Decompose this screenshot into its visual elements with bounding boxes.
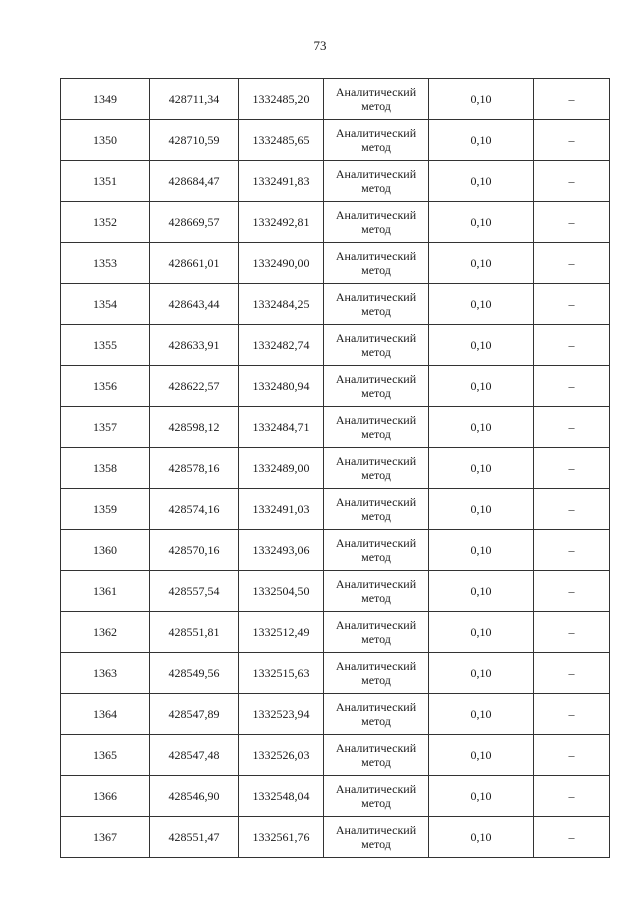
note-cell: – [534,79,610,120]
point-number-cell: 1366 [61,776,150,817]
y-coordinate-cell: 1332548,04 [239,776,324,817]
x-coordinate-cell: 428570,16 [150,530,239,571]
method-cell [324,694,429,735]
table-row [61,571,610,612]
y-coordinate-cell: 1332485,65 [239,120,324,161]
accuracy-cell: 0,10 [429,776,534,817]
method-line-2: метод [361,591,391,605]
point-number-cell: 1363 [61,653,150,694]
table-row [61,489,610,530]
method-cell [324,243,429,284]
table-row [61,735,610,776]
method-line-2: метод [361,509,391,523]
accuracy-cell: 0,10 [429,735,534,776]
method-line-1: Аналитический [335,249,417,263]
accuracy-cell: 0,10 [429,243,534,284]
note-cell: – [534,120,610,161]
method-cell [324,571,429,612]
point-number-cell: 1359 [61,489,150,530]
point-number-cell: 1360 [61,530,150,571]
table-row [61,325,610,366]
method-line-1: Аналитический [335,454,417,468]
note-cell: – [534,366,610,407]
point-number-cell: 1361 [61,571,150,612]
table-row [61,366,610,407]
table-row [61,120,610,161]
point-number-cell: 1349 [61,79,150,120]
note-cell: – [534,407,610,448]
method-cell [324,79,429,120]
accuracy-cell: 0,10 [429,448,534,489]
note-cell: – [534,325,610,366]
method-line-1: Аналитический [335,290,417,304]
note-cell: – [534,653,610,694]
y-coordinate-cell: 1332482,74 [239,325,324,366]
method-line-1: Аналитический [335,782,417,796]
method-line-1: Аналитический [335,536,417,550]
accuracy-cell: 0,10 [429,161,534,202]
method-cell [324,407,429,448]
method-cell [324,530,429,571]
method-cell [324,817,429,858]
accuracy-cell: 0,10 [429,325,534,366]
x-coordinate-cell: 428643,44 [150,284,239,325]
method-cell [324,120,429,161]
accuracy-cell: 0,10 [429,530,534,571]
accuracy-cell: 0,10 [429,817,534,858]
method-line-1: Аналитический [335,85,417,99]
accuracy-cell: 0,10 [429,612,534,653]
y-coordinate-cell: 1332512,49 [239,612,324,653]
method-cell [324,776,429,817]
table-row [61,612,610,653]
x-coordinate-cell: 428622,57 [150,366,239,407]
method-cell [324,161,429,202]
method-line-2: метод [361,304,391,318]
method-line-2: метод [361,755,391,769]
point-number-cell: 1352 [61,202,150,243]
method-line-2: метод [361,837,391,851]
method-line-2: метод [361,550,391,564]
y-coordinate-cell: 1332515,63 [239,653,324,694]
accuracy-cell: 0,10 [429,489,534,530]
method-cell [324,448,429,489]
point-number-cell: 1353 [61,243,150,284]
note-cell: – [534,694,610,735]
x-coordinate-cell: 428547,48 [150,735,239,776]
note-cell: – [534,571,610,612]
table-body [61,79,610,858]
table-row [61,694,610,735]
y-coordinate-cell: 1332526,03 [239,735,324,776]
method-line-2: метод [361,140,391,154]
note-cell: – [534,161,610,202]
accuracy-cell: 0,10 [429,120,534,161]
method-line-2: метод [361,99,391,113]
method-line-2: метод [361,714,391,728]
y-coordinate-cell: 1332491,03 [239,489,324,530]
method-line-2: метод [361,345,391,359]
accuracy-cell: 0,10 [429,284,534,325]
method-line-2: метод [361,181,391,195]
note-cell: – [534,284,610,325]
accuracy-cell: 0,10 [429,79,534,120]
method-line-2: метод [361,796,391,810]
accuracy-cell: 0,10 [429,366,534,407]
method-line-2: метод [361,222,391,236]
table-row [61,202,610,243]
accuracy-cell: 0,10 [429,653,534,694]
x-coordinate-cell: 428551,47 [150,817,239,858]
y-coordinate-cell: 1332561,76 [239,817,324,858]
note-cell: – [534,776,610,817]
y-coordinate-cell: 1332480,94 [239,366,324,407]
point-number-cell: 1350 [61,120,150,161]
method-cell [324,202,429,243]
point-number-cell: 1367 [61,817,150,858]
note-cell: – [534,530,610,571]
method-line-1: Аналитический [335,372,417,386]
note-cell: – [534,448,610,489]
point-number-cell: 1354 [61,284,150,325]
point-number-cell: 1365 [61,735,150,776]
method-line-1: Аналитический [335,823,417,837]
table-row [61,161,610,202]
method-line-1: Аналитический [335,495,417,509]
y-coordinate-cell: 1332484,71 [239,407,324,448]
y-coordinate-cell: 1332493,06 [239,530,324,571]
method-line-2: метод [361,673,391,687]
note-cell: – [534,817,610,858]
method-line-2: метод [361,632,391,646]
note-cell: – [534,612,610,653]
x-coordinate-cell: 428547,89 [150,694,239,735]
point-number-cell: 1357 [61,407,150,448]
method-line-2: метод [361,468,391,482]
point-number-cell: 1364 [61,694,150,735]
point-number-cell: 1356 [61,366,150,407]
y-coordinate-cell: 1332504,50 [239,571,324,612]
y-coordinate-cell: 1332485,20 [239,79,324,120]
method-line-1: Аналитический [335,741,417,755]
x-coordinate-cell: 428710,59 [150,120,239,161]
method-line-1: Аналитический [335,413,417,427]
method-line-1: Аналитический [335,126,417,140]
accuracy-cell: 0,10 [429,202,534,243]
method-line-2: метод [361,427,391,441]
table-row [61,776,610,817]
point-number-cell: 1362 [61,612,150,653]
x-coordinate-cell: 428633,91 [150,325,239,366]
table-row [61,448,610,489]
point-number-cell: 1358 [61,448,150,489]
x-coordinate-cell: 428669,57 [150,202,239,243]
method-cell [324,653,429,694]
note-cell: – [534,243,610,284]
method-cell [324,284,429,325]
x-coordinate-cell: 428711,34 [150,79,239,120]
method-line-1: Аналитический [335,577,417,591]
method-line-2: метод [361,263,391,277]
note-cell: – [534,489,610,530]
accuracy-cell: 0,10 [429,694,534,735]
method-cell [324,612,429,653]
point-number-cell: 1351 [61,161,150,202]
x-coordinate-cell: 428549,56 [150,653,239,694]
x-coordinate-cell: 428551,81 [150,612,239,653]
table-row [61,653,610,694]
note-cell: – [534,202,610,243]
accuracy-cell: 0,10 [429,407,534,448]
x-coordinate-cell: 428661,01 [150,243,239,284]
coordinates-table [60,78,610,858]
method-line-1: Аналитический [335,208,417,222]
table-row [61,407,610,448]
point-number-cell: 1355 [61,325,150,366]
x-coordinate-cell: 428546,90 [150,776,239,817]
x-coordinate-cell: 428557,54 [150,571,239,612]
method-line-2: метод [361,386,391,400]
method-line-1: Аналитический [335,700,417,714]
table-row [61,243,610,284]
table-row [61,284,610,325]
note-cell: – [534,735,610,776]
method-line-1: Аналитический [335,618,417,632]
table-row [61,530,610,571]
y-coordinate-cell: 1332492,81 [239,202,324,243]
x-coordinate-cell: 428598,12 [150,407,239,448]
page-number: 73 [313,38,327,53]
table-row [61,79,610,120]
method-cell [324,325,429,366]
x-coordinate-cell: 428684,47 [150,161,239,202]
x-coordinate-cell: 428578,16 [150,448,239,489]
method-line-1: Аналитический [335,331,417,345]
method-cell [324,489,429,530]
method-cell [324,735,429,776]
y-coordinate-cell: 1332489,00 [239,448,324,489]
method-cell [324,366,429,407]
method-line-1: Аналитический [335,167,417,181]
y-coordinate-cell: 1332523,94 [239,694,324,735]
y-coordinate-cell: 1332484,25 [239,284,324,325]
table-row [61,817,610,858]
y-coordinate-cell: 1332490,00 [239,243,324,284]
method-line-1: Аналитический [335,659,417,673]
y-coordinate-cell: 1332491,83 [239,161,324,202]
x-coordinate-cell: 428574,16 [150,489,239,530]
accuracy-cell: 0,10 [429,571,534,612]
